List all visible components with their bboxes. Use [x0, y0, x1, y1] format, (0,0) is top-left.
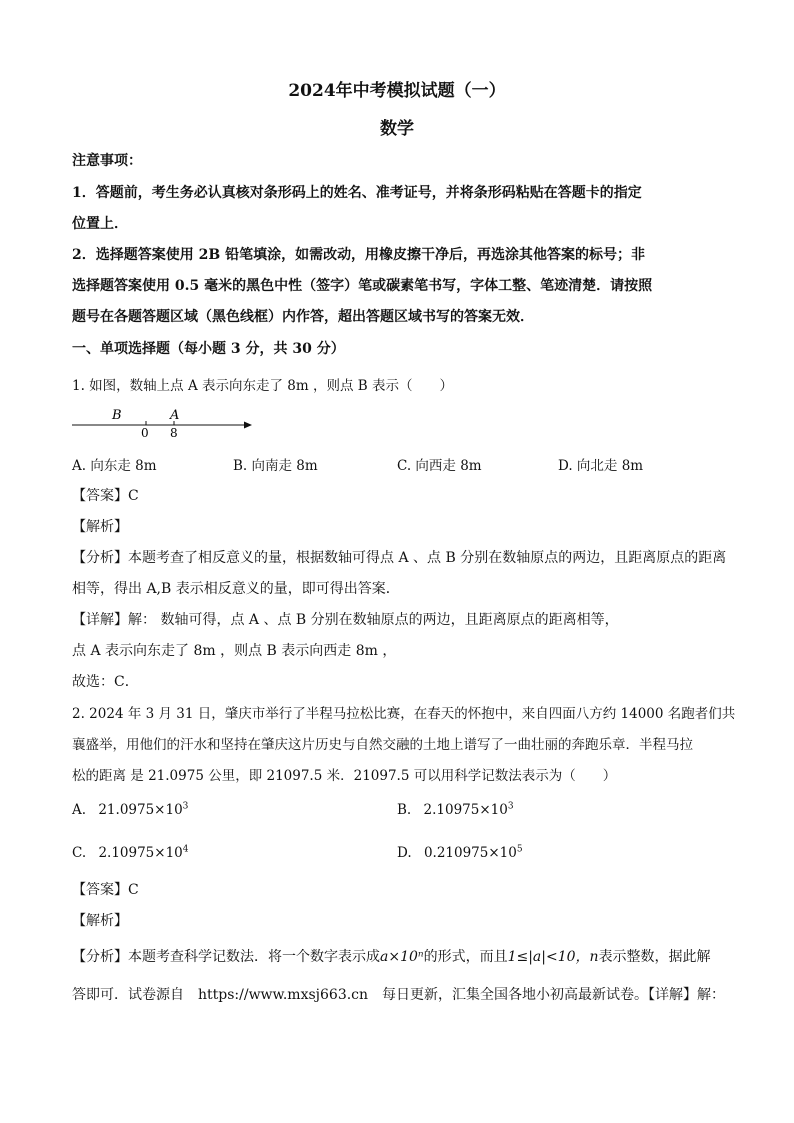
- q2-answer: 【答案】C: [72, 882, 139, 898]
- q2-fenxi-part-c: 表示整数，据此解: [598, 949, 711, 965]
- notice-item2-line2: 选择题答案使用 0.5 毫米的黑色中性（签字）笔或碳素笔书写，字体工整、笔迹清楚．请按照: [72, 278, 653, 294]
- q2-analysis-heading: 【解析】: [72, 913, 128, 929]
- q1-fenxi-line1: 【分析】本题考查了相反意义的量，根据数轴可得点 A 、点 B 分别在数轴原点的两边，且距离原点的距离: [72, 550, 727, 566]
- tick-label-eight: 8: [170, 426, 178, 440]
- q1-option-c: C. 向西走 8m: [397, 458, 482, 474]
- point-label-b: B: [112, 408, 122, 423]
- notice-item1-line1: 1．答题前，考生务必认真核对条形码上的姓名、准考证号，并将条形码粘贴在答题卡的指定: [72, 185, 642, 201]
- notice-item1-line2: 位置上．: [72, 216, 128, 232]
- q2-stem-line2: 襄盛举，用他们的汗水和坚持在肇庆这片历史与自然交融的土地上谱写了一曲壮丽的奔跑乐章．半程马拉: [72, 737, 693, 753]
- q2-option-c-base: 2.10975×10: [98, 845, 183, 861]
- q2-option-d: [397, 845, 523, 861]
- q2-option-c-label: C.: [72, 845, 87, 861]
- number-line-figure: [68, 405, 258, 441]
- q2-option-d-base: 0.210975×10: [423, 845, 517, 861]
- tick-label-zero: 0: [141, 426, 149, 440]
- q1-option-a: A. 向东走 8m: [72, 458, 157, 474]
- q2-option-d-label: D.: [397, 845, 412, 861]
- q2-fenxi-line1: [72, 946, 711, 966]
- q1-analysis-heading: 【解析】: [72, 519, 128, 535]
- q2-option-b-label: B.: [397, 802, 412, 818]
- q1-answer: 【答案】C: [72, 488, 139, 504]
- q2-fenxi-range: 1≤|a|<10，n: [507, 949, 599, 965]
- section-heading: 一、单项选择题（每小题 3 分，共 30 分）: [72, 341, 345, 357]
- q2-stem-line1: 2. 2024 年 3 月 31 日，肇庆市举行了半程马拉松比赛，在春天的怀抱中，来自四面八方约 14000 名跑者们共: [72, 706, 736, 722]
- notice-item2-line1: 2．选择题答案使用 2B 铅笔填涂，如需改动，用橡皮擦干净后，再选涂其他答案的标号；非: [72, 247, 646, 263]
- page-title: 2024年中考模拟试题（一）: [288, 81, 506, 101]
- q2-fenxi-part-a: 【分析】本题考查科学记数法．将一个数字表示成: [72, 949, 380, 965]
- q1-xiangjie-line2: 点 A 表示向东走了 8m ，则点 B 表示向西走 8m ，: [72, 643, 397, 659]
- notice-item2-line3: 题号在各题答题区域（黑色线框）内作答，超出答题区域书写的答案无效．: [72, 309, 534, 325]
- q1-fenxi-line2: 相等，得出 A,B 表示相反意义的量，即可得出答案．: [72, 581, 400, 597]
- q1-option-b: B. 向南走 8m: [233, 458, 318, 474]
- axis-arrow-icon: [244, 422, 252, 429]
- q1-xiangjie-line3: 故选：C．: [72, 674, 139, 690]
- q2-option-a-label: A.: [72, 802, 87, 818]
- q2-option-b-exp: 3: [507, 801, 514, 812]
- q2-fenxi-line2: 答即可．试卷源自 https://www.mxsj663.cn 每日更新，汇集全国各地小初高最新试卷。【详解】解：: [72, 987, 726, 1003]
- q2-option-c: [72, 845, 189, 861]
- q2-option-b-base: 2.10975×10: [423, 802, 508, 818]
- notice-heading: 注意事项：: [72, 153, 142, 169]
- q2-option-b: [397, 802, 514, 818]
- q2-option-a-base: 21.0975×10: [98, 802, 183, 818]
- q2-stem-line3: 松的距离 是 21.0975 公里，即 21097.5 米．21097.5 可以用科学记数法表示为（ ）: [72, 768, 617, 784]
- q2-option-a: [72, 802, 188, 818]
- q1-option-d: D. 向北走 8m: [558, 458, 644, 474]
- q2-option-c-exp: 4: [182, 844, 189, 855]
- subject-title: 数学: [380, 119, 414, 139]
- q1-xiangjie-line1: 【详解】解： 数轴可得，点 A 、点 B 分别在数轴原点的两边，且距离原点的距离相等，: [72, 612, 619, 628]
- q2-fenxi-part-b: 的形式，而且: [423, 949, 508, 965]
- q2-option-a-exp: 3: [182, 801, 189, 812]
- q2-fenxi-formula: a×10ⁿ: [380, 949, 424, 965]
- q2-option-d-exp: 5: [516, 844, 523, 855]
- point-label-a: A: [170, 408, 180, 423]
- q1-stem: 1. 如图，数轴上点 A 表示向东走了 8m ，则点 B 表示（ ）: [72, 378, 453, 394]
